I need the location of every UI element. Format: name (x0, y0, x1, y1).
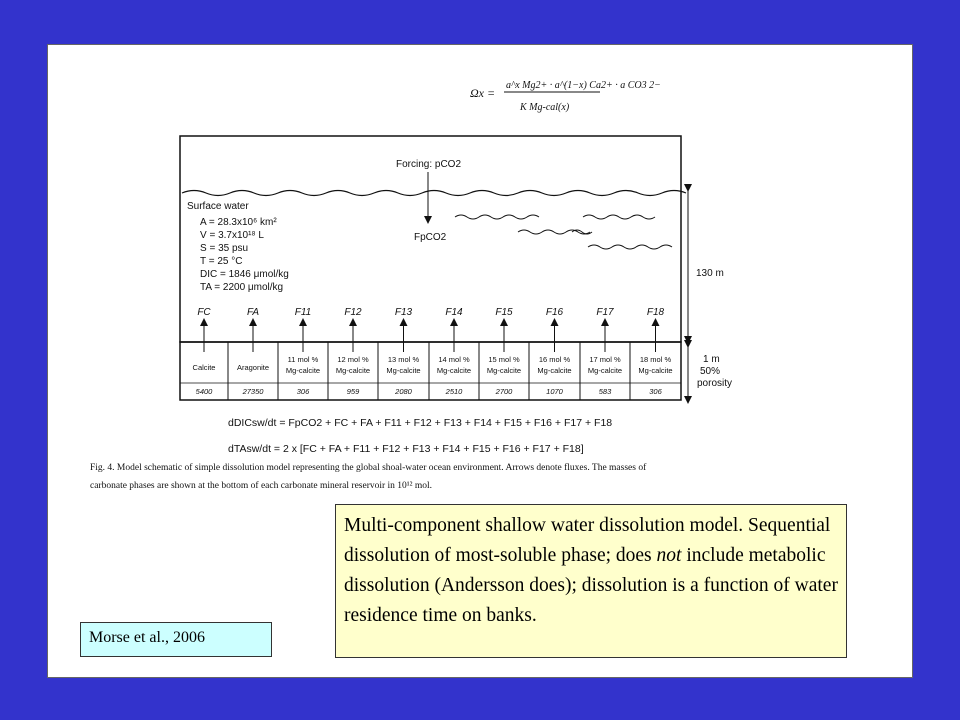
parameter-line: A = 28.3x10⁶ km² (200, 217, 277, 228)
flux-label: F11 (294, 307, 312, 318)
caption-line-1: Fig. 4. Model schematic of simple dissolution model representing the global shoal-water ocean environment. Arrows denote fluxes. The masses of (90, 463, 647, 473)
reservoir-name: 13 mol % (387, 355, 420, 364)
summary-textbox (335, 504, 847, 658)
flux-label: F14 (445, 307, 463, 318)
flux-pco2-label: FpCO2 (414, 232, 447, 243)
summary-emphasis: not (656, 545, 682, 566)
reservoir-name: Mg-calcite (486, 366, 522, 375)
reservoir-name: Aragonite (236, 363, 270, 372)
reservoir-cell (437, 355, 471, 396)
parameter-line: S = 35 psu (200, 243, 249, 254)
reservoir-mass: 1070 (546, 387, 563, 396)
parameter-line: TA = 2200 μmol/kg (200, 282, 284, 293)
reservoir-name: 18 mol % (639, 355, 672, 364)
summary-text-1: Multi-component shallow water dissolution model. Sequential dissolution of most-soluble phase; does (344, 515, 831, 566)
water-surface-wave (182, 191, 686, 196)
reservoir-cell (386, 355, 420, 396)
reservoir-cell (237, 363, 269, 396)
summary-text-2: include metabolic dissolution (Andersson does); dissolution is a function of water residence time on banks. (344, 545, 838, 626)
reservoir-mass: 959 (346, 387, 360, 396)
porosity-label: porosity (697, 378, 733, 389)
forcing-label: Forcing: pCO2 (396, 159, 462, 170)
reservoir-cell (487, 355, 521, 396)
flux-label: F18 (646, 307, 665, 318)
flux-label: FA (246, 307, 260, 318)
equation-dic: dDICsw/dt = FpCO2 + FC + FA + F11 + F12 + F13 + F14 + F15 + F16 + F17 + F18 (228, 417, 613, 429)
flux-arrows (197, 307, 664, 352)
formula-omega: Ωx = (470, 86, 496, 100)
reservoir-mass: 27350 (242, 387, 264, 396)
flux-label: F16 (545, 307, 564, 318)
saturation-formula (470, 80, 661, 113)
reservoir-mass: 2510 (445, 387, 463, 396)
flux-label: F15 (495, 307, 513, 318)
water-parameters (200, 217, 289, 293)
reservoir-mass: 583 (598, 387, 612, 396)
flux-label: FC (197, 307, 211, 318)
reservoir-name: Mg-calcite (386, 366, 421, 375)
reservoir-cell (537, 355, 571, 396)
reservoir-name: Mg-calcite (638, 366, 673, 375)
formula-numerator: a^x Mg2+ · a^(1−x) Ca2+ · a CO3 2− (506, 80, 661, 91)
reservoir-name: Mg-calcite (537, 366, 572, 375)
citation-box: Morse et al., 2006 (80, 622, 272, 657)
reservoir-row (180, 342, 681, 400)
reservoir-cell (336, 355, 370, 396)
depth-water-label: 130 m (696, 268, 724, 279)
reservoir-mass: 5400 (195, 387, 213, 396)
depth-sediment-label: 1 m (703, 354, 720, 365)
flux-label: F17 (596, 307, 614, 318)
reservoir-mass: 2700 (495, 387, 513, 396)
caption-line-2: carbonate phases are shown at the bottom of each carbonate mineral reservoir in 10¹² mol. (90, 481, 433, 491)
surface-water-label: Surface water (187, 201, 249, 212)
parameter-line: T = 25 °C (200, 256, 243, 267)
reservoir-name: Mg-calcite (335, 366, 371, 375)
reservoir-name: Mg-calcite (587, 366, 623, 375)
flux-label: F13 (394, 307, 413, 318)
reservoir-name: 11 mol % (287, 355, 319, 364)
reservoir-cell (286, 355, 320, 396)
reservoir-name: 17 mol % (589, 355, 621, 364)
flux-label: F12 (344, 307, 362, 318)
reservoir-name: 16 mol % (538, 355, 571, 364)
reservoir-name: 12 mol % (337, 355, 369, 364)
reservoir-cell (588, 355, 622, 396)
wave-decorations (455, 215, 672, 249)
reservoir-cell (638, 355, 672, 396)
parameter-line: V = 3.7x10¹⁸ L (200, 230, 264, 241)
reservoir-name: Calcite (192, 363, 216, 372)
reservoir-name: Mg-calcite (436, 366, 472, 375)
reservoir-mass: 2080 (395, 387, 412, 396)
reservoir-name: 14 mol % (438, 355, 470, 364)
reservoir-name: Mg-calcite (285, 366, 321, 375)
porosity-percent: 50% (700, 366, 721, 377)
equation-ta: dTAsw/dt = 2 x [FC + FA + F11 + F12 + F13 + F14 + F15 + F16 + F17 + F18] (228, 443, 584, 455)
parameter-line: DIC = 1846 μmol/kg (200, 269, 289, 280)
reservoir-name: 15 mol % (488, 355, 520, 364)
reservoir-mass: 306 (296, 387, 310, 396)
reservoir-mass: 306 (649, 387, 662, 396)
reservoir-cell (193, 363, 216, 396)
formula-denominator: K Mg-cal(x) (520, 102, 570, 113)
